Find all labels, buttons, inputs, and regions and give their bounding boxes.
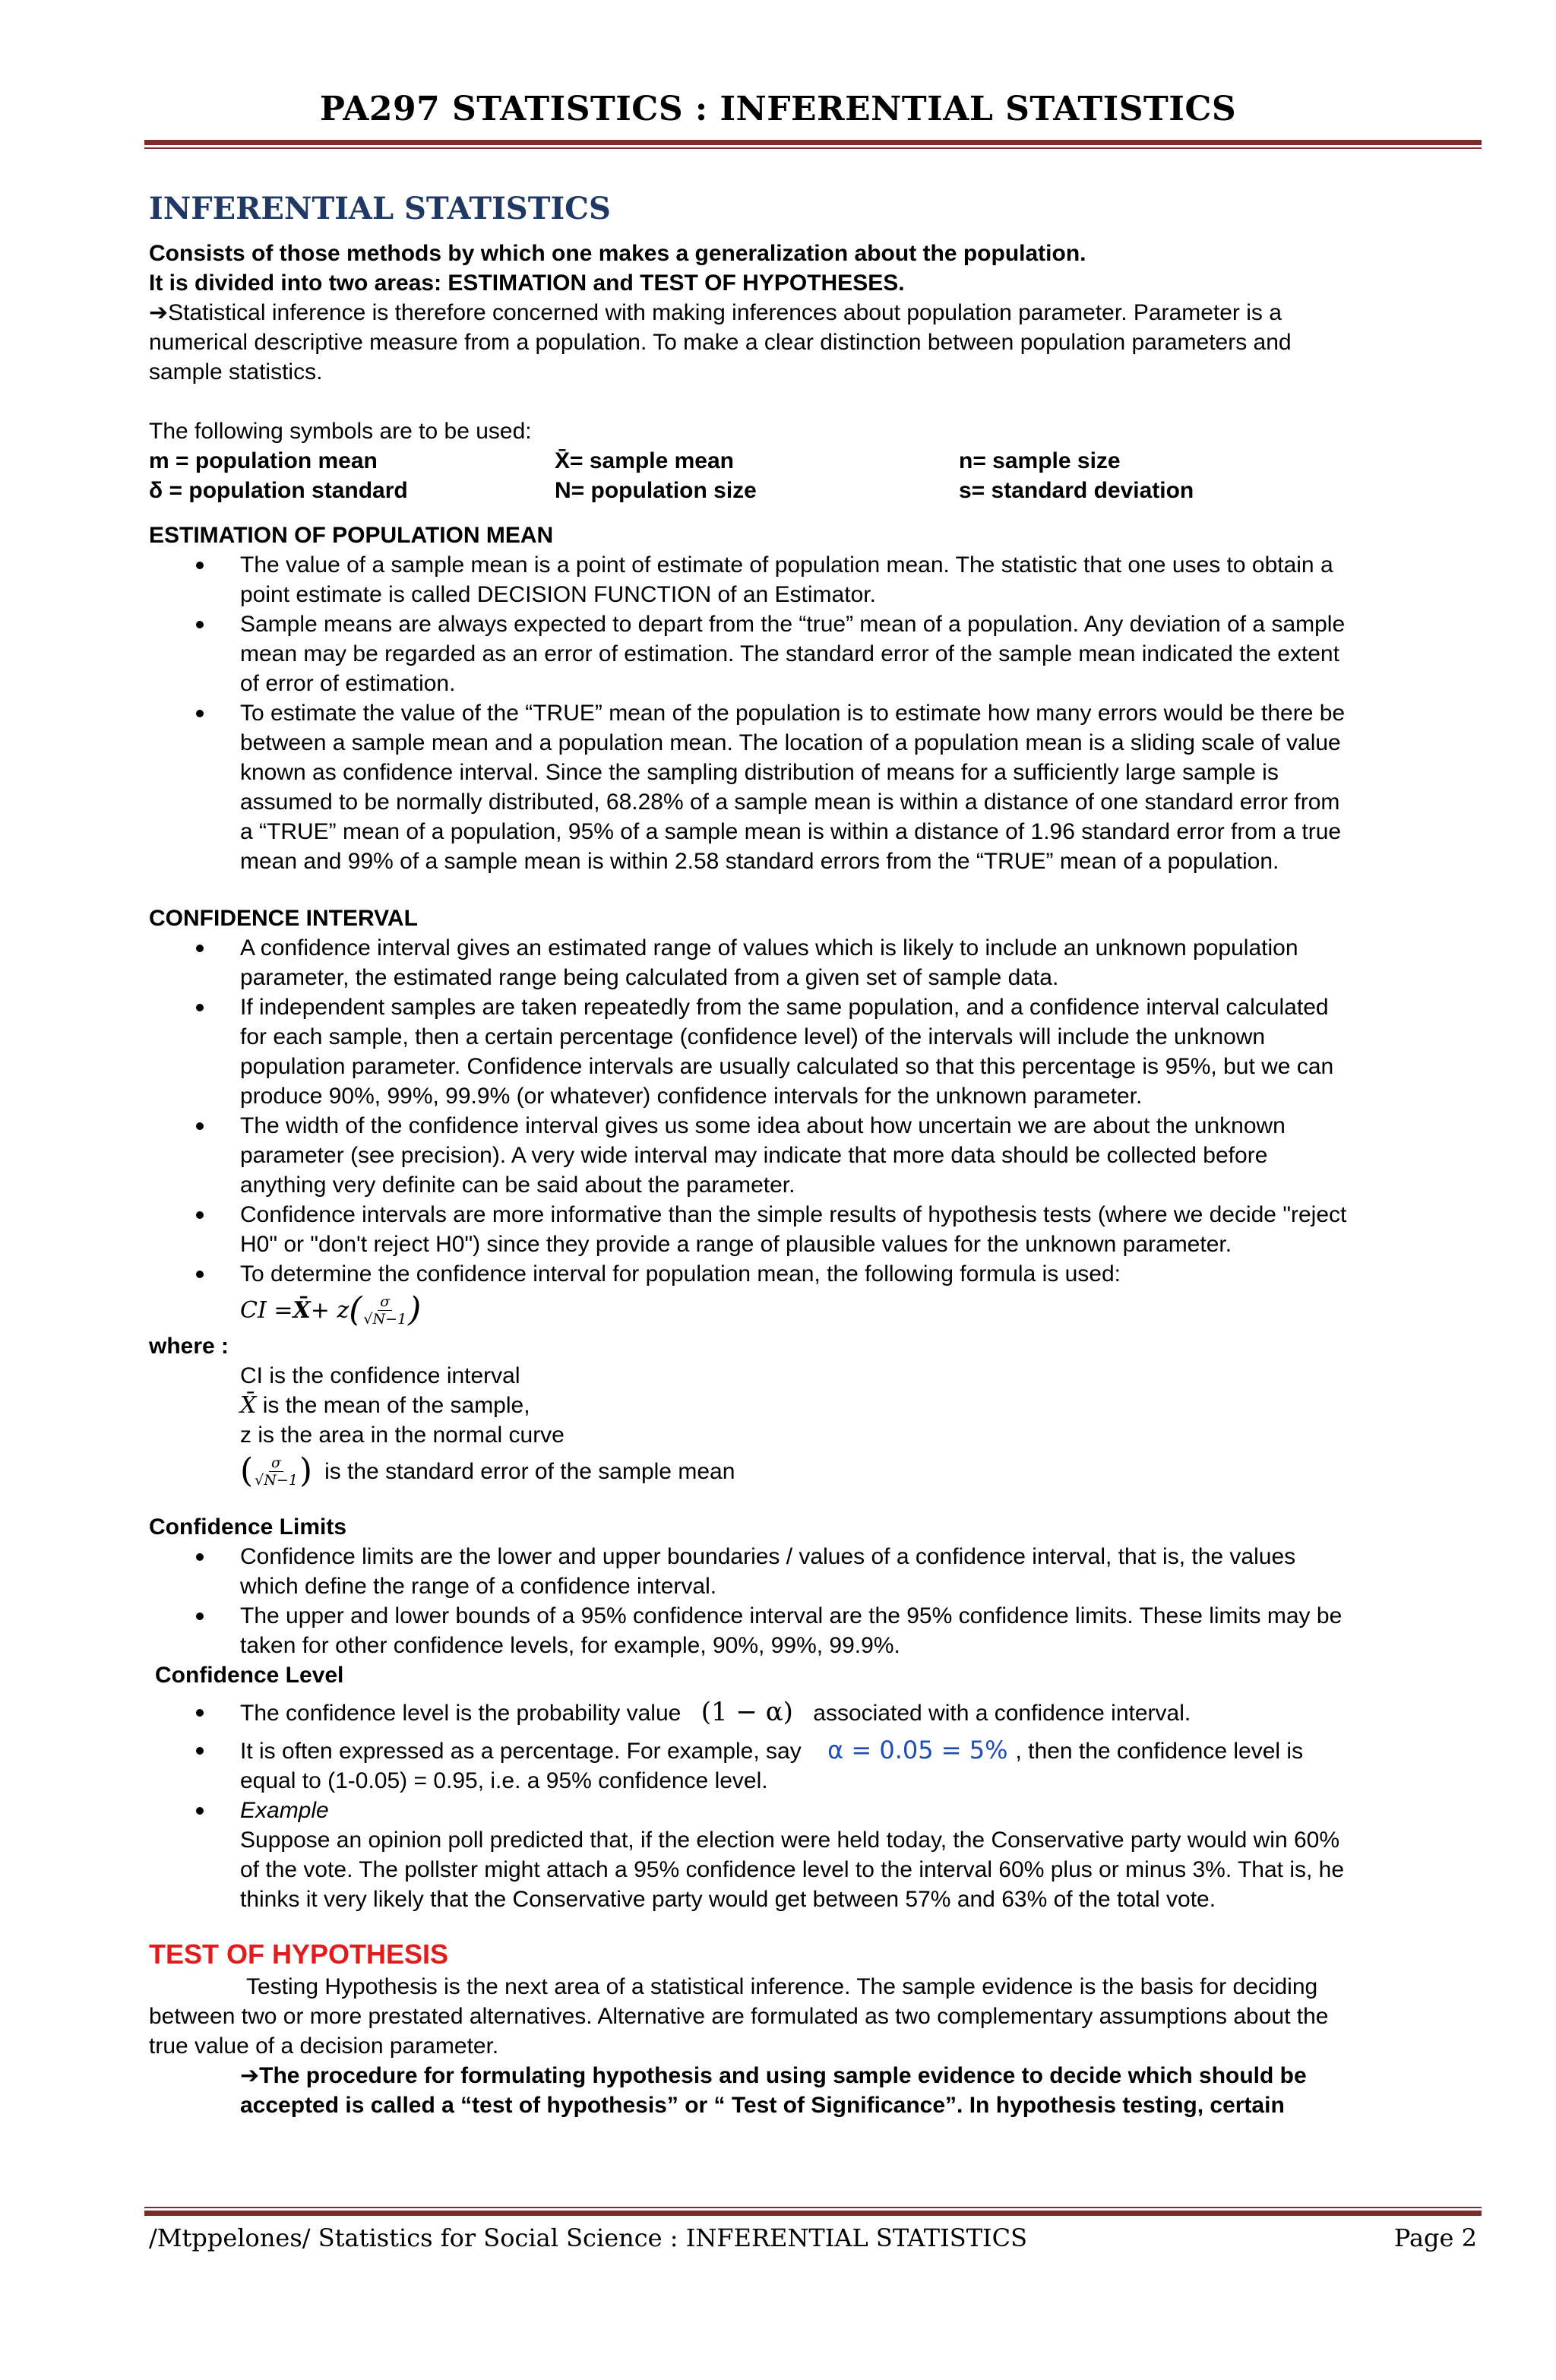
footer-left: /Mtppelones/ Statistics for Social Science : INFERENTIAL STATISTICS — [149, 2223, 1028, 2252]
hypothesis-line-3: true value of a decision parameter. — [149, 2033, 499, 2059]
main-content — [149, 190, 1477, 2120]
where-xbar: X̄ is the mean of the sample, — [240, 1392, 530, 1419]
confidence-limits-list — [149, 1542, 1477, 1660]
symbol-item: n= sample size — [959, 448, 1121, 473]
confidence-interval-list — [149, 933, 1477, 1331]
intro-arrow-paragraph: ➔Statistical inference is therefore concerned with making inferences about population parameter. Parameter is a — [149, 299, 1282, 326]
bullet-icon — [196, 621, 204, 628]
list-item: A confidence interval gives an estimated range of values which is likely to include an unknown population parameter, the estimated range being calculated from a given set of sample data. — [149, 933, 1477, 992]
bullet-icon — [196, 1004, 204, 1011]
symbol-item: m = population mean — [149, 448, 378, 473]
bullet-icon — [196, 1271, 204, 1278]
hypothesis-line-1: Testing Hypothesis is the next area of a statistical inference. The sample evidence is the basis for deciding — [246, 1974, 1318, 1999]
symbol-item: N= population size — [555, 478, 757, 503]
estimation-heading: ESTIMATION OF POPULATION MEAN — [149, 523, 554, 548]
confidence-level-list — [149, 1698, 1477, 1914]
list-item: Sample means are always expected to depart from the “true” mean of a population. Any deviation of a sample mean may be regarded as an error of estimation. The standard error of the sample mean indicated the extent of error of estimation. — [149, 609, 1477, 698]
footer-rule — [144, 2207, 1482, 2216]
list-item: It is often expressed as a percentage. For example, say α = 0.05 = 5% , then the confidence level is equal to (1-0.05) = 0.95, i.e. a 95% confidence level. — [149, 1736, 1477, 1796]
where-ci: CI is the confidence interval — [240, 1363, 520, 1388]
hypothesis-line-2: between two or more prestated alternatives. Alternative are formulated as two complementary assumptions about the — [149, 2004, 1329, 2029]
intro-line-2: It is divided into two areas: ESTIMATION and TEST OF HYPOTHESES. — [149, 271, 905, 296]
bullet-icon — [196, 1747, 204, 1755]
list-item: Confidence limits are the lower and upper boundaries / values of a confidence interval, that is, the values which define the range of a confidence interval. — [149, 1542, 1477, 1601]
confidence-level-heading: Confidence Level — [155, 1663, 344, 1688]
where-se: ( $\frac{\sigma}{√N-1}$ ) is the standard error of the sample mean — [240, 1451, 735, 1490]
symbols-lead: The following symbols are to be used: — [149, 419, 532, 444]
intro-line-1: Consists of those methods by which one makes a generalization about the population. — [149, 241, 1086, 266]
list-item: The upper and lower bounds of a 95% confidence interval are the 95% confidence limits. These limits may be taken for other confidence levels, for example, 90%, 99%, 99.9%. — [149, 1601, 1477, 1660]
confidence-interval-heading: CONFIDENCE INTERVAL — [149, 906, 418, 931]
list-item: To estimate the value of the “TRUE” mean of the population is to estimate how many errors would be there be between a sample mean and a population mean. The location of a population mean is a sliding scale of value known as confidence interval. Since the sampling distribution of means for a sufficiently large sample is assumed to be normally distributed, 68.28% of a sample mean is within a distance of one standard error from a “TRUE” mean of a population, 95% of a sample mean is within a distance of 1.96 standard error from a true mean and 99% of a sample mean is within 2.58 standard errors from the “TRUE” mean of a population. — [149, 698, 1477, 876]
intro-arrow-paragraph-line2: numerical descriptive measure from a population. To make a clear distinction between population parameters and — [149, 330, 1292, 355]
symbol-item: δ = population standard — [149, 478, 408, 503]
header-rule — [144, 140, 1482, 149]
where-items — [149, 1361, 1477, 1492]
list-item: The value of a sample mean is a point of estimate of population mean. The statistic that one uses to obtain a point estimate is called DECISION FUNCTION of an Estimator. — [149, 550, 1477, 609]
list-item: Example Suppose an opinion poll predicted that, if the election were held today, the Conservative party would win 60% of the vote. The pollster might attach a 95% confidence level to the interval 60% plus or minus 3%. That is, he thinks it very likely that the Conservative party would get between 57% and 63% of the total vote. — [149, 1796, 1477, 1914]
confidence-limits-heading: Confidence Limits — [149, 1514, 347, 1540]
hypothesis-bold-line-2: accepted is called a “test of hypothesis” or “ Test of Significance”. In hypothesis testing, certain — [240, 2093, 1285, 2118]
symbol-item: X̄= sample mean — [555, 448, 734, 473]
bullet-icon — [196, 1553, 204, 1561]
bullet-icon — [196, 1613, 204, 1620]
bullet-icon — [196, 1122, 204, 1130]
bullet-icon — [196, 1211, 204, 1219]
symbol-item: s= standard deviation — [959, 478, 1194, 503]
list-item: Confidence intervals are more informative than the simple results of hypothesis tests (where we decide "reject H0" or "don't reject H0") since they provide a range of plausible values for the unknown parameter. — [149, 1200, 1477, 1259]
where-z: z is the area in the normal curve — [240, 1423, 565, 1448]
symbols-row — [149, 476, 1477, 505]
page-header-title: PA297 STATISTICS : INFERENTIAL STATISTICS — [319, 90, 1237, 128]
arrow-icon: ➔ — [240, 2062, 260, 2089]
bullet-icon — [196, 710, 204, 717]
hypothesis-heading: TEST OF HYPOTHESIS — [149, 1938, 449, 1970]
page-footer — [149, 2223, 1477, 2252]
list-item: The width of the confidence interval gives us some idea about how uncertain we are about the unknown parameter (see precision). A very wide interval may indicate that more data should be collected before anything very definite can be said about the parameter. — [149, 1111, 1477, 1200]
bullet-icon — [196, 1807, 204, 1815]
section-title: INFERENTIAL STATISTICS — [149, 191, 611, 226]
list-item: To determine the confidence interval for population mean, the following formula is used: CI = X̄ + z ( $\frac{\sigma}{√N-1}$ ) — [149, 1259, 1477, 1331]
page-number: Page 2 — [1393, 2223, 1477, 2252]
bullet-icon — [196, 1709, 204, 1717]
intro-arrow-paragraph-line3: sample statistics. — [149, 359, 323, 385]
bullet-icon — [196, 945, 204, 952]
alpha-formula: α = 0.05 = 5% — [827, 1736, 1008, 1764]
where-label: where : — [149, 1334, 229, 1359]
estimation-list — [149, 550, 1477, 876]
hypothesis-bold-line-1: ➔The procedure for formulating hypothesis and using sample evidence to decide which should be — [240, 2062, 1307, 2089]
symbols-row — [149, 446, 1477, 476]
list-item: If independent samples are taken repeatedly from the same population, and a confidence interval calculated for each sample, then a certain percentage (confidence level) of the intervals will include the unknown population parameter. Confidence intervals are usually calculated so that this percentage is 95%, but we can produce 90%, 99%, 99.9% (or whatever) confidence intervals for the unknown parameter. — [149, 992, 1477, 1111]
ci-formula: CI = X̄ + z ( $\frac{\sigma}{√N-1}$ ) — [240, 1290, 422, 1329]
arrow-icon: ➔ — [149, 299, 169, 326]
bullet-icon — [196, 562, 204, 569]
list-item: The confidence level is the probability value (1 − α) associated with a confidence interval. — [149, 1698, 1477, 1728]
one-minus-alpha-formula: (1 − α) — [701, 1697, 793, 1727]
